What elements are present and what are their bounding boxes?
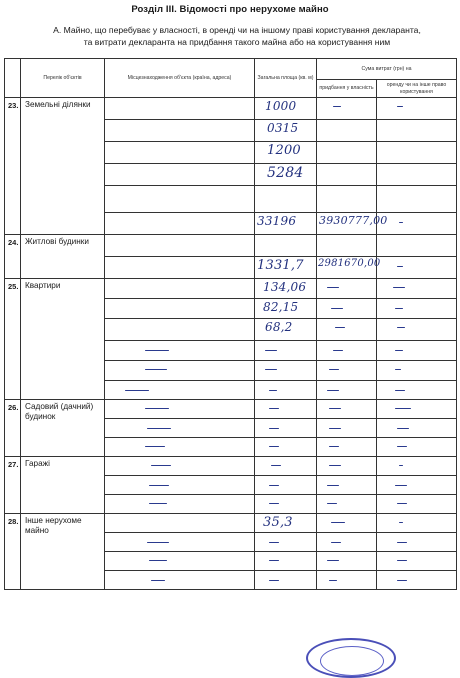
location-cell [105, 299, 255, 319]
location-cell [105, 341, 255, 361]
rented-cell [377, 279, 457, 299]
header-rented: оренду чи на інше право користування [377, 80, 457, 98]
area-cell [255, 257, 317, 279]
rented-cell [377, 257, 457, 279]
property-table [4, 58, 457, 590]
owned-cell [317, 438, 377, 457]
category-name: Земельні ділянки [21, 98, 105, 235]
owned-cell [317, 495, 377, 514]
rented-dash [399, 522, 403, 523]
location-cell [105, 213, 255, 235]
area-value: 1331,7 [257, 258, 304, 273]
owned-cell [317, 142, 377, 164]
table-row [5, 457, 457, 476]
location-dash [145, 408, 169, 409]
owned-dash [327, 287, 339, 288]
area-cell [255, 235, 317, 257]
owned-cell [317, 299, 377, 319]
header-objects: Перелік об'єктів [21, 59, 105, 98]
rented-dash [397, 266, 403, 267]
rented-dash [393, 287, 405, 288]
area-dash [265, 350, 277, 351]
owned-dash [329, 446, 339, 447]
rented-cell [377, 514, 457, 533]
rented-cell [377, 120, 457, 142]
rented-dash [397, 560, 407, 561]
table-row [5, 235, 457, 257]
area-cell [255, 164, 317, 186]
location-dash [147, 542, 169, 543]
category-number: 23. [5, 98, 21, 235]
table-row [5, 279, 457, 299]
owned-cell [317, 186, 377, 213]
rented-cell [377, 186, 457, 213]
owned-cell [317, 341, 377, 361]
rented-cell [377, 98, 457, 120]
owned-cell [317, 235, 377, 257]
category-number: 26. [5, 400, 21, 457]
area-dash [269, 560, 279, 561]
official-stamp [306, 638, 396, 678]
location-dash [125, 390, 149, 391]
area-cell [255, 98, 317, 120]
area-cell [255, 457, 317, 476]
rented-cell [377, 419, 457, 438]
rented-cell [377, 400, 457, 419]
rented-cell [377, 476, 457, 495]
location-cell [105, 571, 255, 590]
area-value: 1200 [267, 143, 301, 158]
area-cell [255, 495, 317, 514]
owned-cell [317, 381, 377, 400]
header-expenses: Сума витрат (грн) на [317, 59, 457, 80]
owned-cell [317, 319, 377, 341]
area-dash [269, 503, 279, 504]
header-area: Загальна площа (кв. м) [255, 59, 317, 98]
subtitle-line-2: та витрати декларанта на придбання такого майна або на користування ним [83, 37, 391, 47]
owned-dash [327, 485, 339, 486]
owned-cell [317, 213, 388, 235]
rented-cell [377, 361, 457, 381]
rented-dash [395, 485, 407, 486]
area-cell [255, 279, 317, 299]
location-cell [105, 533, 255, 552]
owned-dash [331, 308, 343, 309]
owned-dash [329, 428, 341, 429]
rented-cell [377, 213, 457, 235]
area-cell [255, 120, 317, 142]
location-cell [105, 142, 255, 164]
rented-cell [377, 164, 457, 186]
section-subtitle [22, 24, 452, 48]
area-dash [265, 369, 277, 370]
subtitle-line-1 [22, 24, 452, 36]
area-cell [255, 213, 317, 235]
area-dash [271, 465, 281, 466]
location-dash [151, 465, 171, 466]
location-dash [145, 369, 167, 370]
rented-dash [397, 327, 405, 328]
area-cell [255, 476, 317, 495]
location-cell [105, 381, 255, 400]
area-cell [255, 419, 317, 438]
table-row [5, 98, 457, 120]
table-row [5, 400, 457, 419]
owned-dash [333, 350, 343, 351]
area-cell [255, 552, 317, 571]
rented-dash [395, 390, 405, 391]
area-dash [269, 408, 279, 409]
rented-cell [377, 438, 457, 457]
area-value: 1000 [265, 99, 297, 113]
area-dash [269, 446, 279, 447]
owned-cell [317, 419, 377, 438]
rented-dash [399, 465, 403, 466]
location-cell [105, 495, 255, 514]
owned-cell [317, 279, 377, 299]
header-location: Місцезнаходження об'єкта (країна, адреса) [105, 59, 255, 98]
owned-cell [317, 164, 377, 186]
rented-dash [399, 222, 403, 223]
rented-cell [377, 142, 457, 164]
location-cell [105, 186, 255, 213]
area-cell [255, 361, 317, 381]
header-owned: придбання у власність [317, 80, 377, 98]
area-value: 134,06 [263, 280, 307, 294]
category-name: Квартири [21, 279, 105, 400]
area-value: 35,3 [263, 515, 293, 530]
area-value: 0315 [267, 121, 299, 135]
area-dash [269, 580, 279, 581]
location-cell [105, 552, 255, 571]
area-dash [269, 485, 279, 486]
rented-cell [377, 533, 457, 552]
owned-cell [317, 361, 377, 381]
location-cell [105, 400, 255, 419]
owned-dash [327, 390, 339, 391]
area-cell [255, 142, 317, 164]
subtitle-marker: А. [53, 25, 62, 35]
area-cell [255, 400, 317, 419]
owned-dash [329, 580, 337, 581]
rented-dash [397, 428, 409, 429]
location-cell [105, 257, 255, 279]
area-dash [269, 390, 277, 391]
location-cell [105, 120, 255, 142]
rented-cell [377, 381, 457, 400]
area-cell [255, 438, 317, 457]
owned-dash [331, 542, 341, 543]
owned-dash [329, 465, 341, 466]
rented-dash [397, 446, 407, 447]
location-dash [149, 503, 167, 504]
owned-cell [317, 533, 377, 552]
area-dash [269, 542, 279, 543]
location-dash [145, 446, 165, 447]
rented-dash [397, 580, 407, 581]
owned-dash [333, 106, 341, 107]
owned-cell [317, 552, 377, 571]
category-name: Гаражі [21, 457, 105, 514]
rented-dash [395, 408, 411, 409]
location-cell [105, 98, 255, 120]
location-cell [105, 235, 255, 257]
location-cell [105, 476, 255, 495]
owned-value: 2981670,00 [318, 258, 381, 269]
category-name: Житлові будинки [21, 235, 105, 279]
location-dash [149, 560, 167, 561]
category-name: Інше нерухоме майно [21, 514, 105, 590]
area-cell [255, 571, 317, 590]
category-name: Садовий (дачний) будинок [21, 400, 105, 457]
area-cell [255, 341, 317, 361]
official-stamp-inner [320, 646, 384, 676]
category-number: 25. [5, 279, 21, 400]
rented-cell [377, 341, 457, 361]
area-value: 33196 [257, 214, 297, 228]
subtitle-text-1: Майно, що перебуває у власності, в оренді чи на іншому праві користування декларанта, [63, 25, 421, 35]
owned-dash [329, 408, 341, 409]
rented-cell [377, 571, 457, 590]
rented-cell [377, 552, 457, 571]
owned-cell [317, 476, 377, 495]
owned-cell [317, 120, 377, 142]
owned-value: 3930777,00 [319, 214, 388, 227]
category-number: 28. [5, 514, 21, 590]
owned-cell [317, 571, 377, 590]
rented-cell [377, 319, 457, 341]
rented-dash [397, 106, 403, 107]
area-cell [255, 186, 317, 213]
rented-dash [397, 503, 407, 504]
area-value: 82,15 [263, 300, 299, 314]
rented-dash [395, 350, 403, 351]
rented-cell [377, 495, 457, 514]
location-cell [105, 419, 255, 438]
rented-cell [377, 235, 457, 257]
area-dash [269, 428, 279, 429]
rented-cell [377, 457, 457, 476]
location-cell [105, 361, 255, 381]
section-title: Розділ III. Відомості про нерухоме майно [131, 4, 329, 15]
location-cell [105, 457, 255, 476]
rented-dash [397, 542, 407, 543]
location-dash [145, 350, 169, 351]
area-value: 68,2 [265, 320, 293, 334]
area-cell [255, 381, 317, 400]
owned-cell [317, 98, 377, 120]
area-value: 5284 [267, 165, 304, 181]
location-cell [105, 319, 255, 341]
table-row [5, 514, 457, 533]
rented-dash [395, 369, 401, 370]
area-cell [255, 299, 317, 319]
owned-cell [317, 514, 377, 533]
owned-dash [335, 327, 345, 328]
rented-dash [395, 308, 403, 309]
location-cell [105, 279, 255, 299]
owned-dash [327, 560, 339, 561]
location-cell [105, 514, 255, 533]
owned-dash [327, 503, 337, 504]
area-cell [255, 514, 317, 533]
owned-cell [317, 457, 377, 476]
owned-cell [317, 400, 377, 419]
category-number: 27. [5, 457, 21, 514]
location-dash [147, 428, 171, 429]
location-cell [105, 164, 255, 186]
area-cell [255, 319, 317, 341]
owned-cell [317, 257, 381, 279]
owned-dash [329, 369, 339, 370]
owned-dash [331, 522, 345, 523]
location-dash [151, 580, 165, 581]
area-cell [255, 533, 317, 552]
rented-cell [377, 299, 457, 319]
table-body [5, 98, 457, 590]
location-cell [105, 438, 255, 457]
category-number: 24. [5, 235, 21, 279]
location-dash [149, 485, 169, 486]
